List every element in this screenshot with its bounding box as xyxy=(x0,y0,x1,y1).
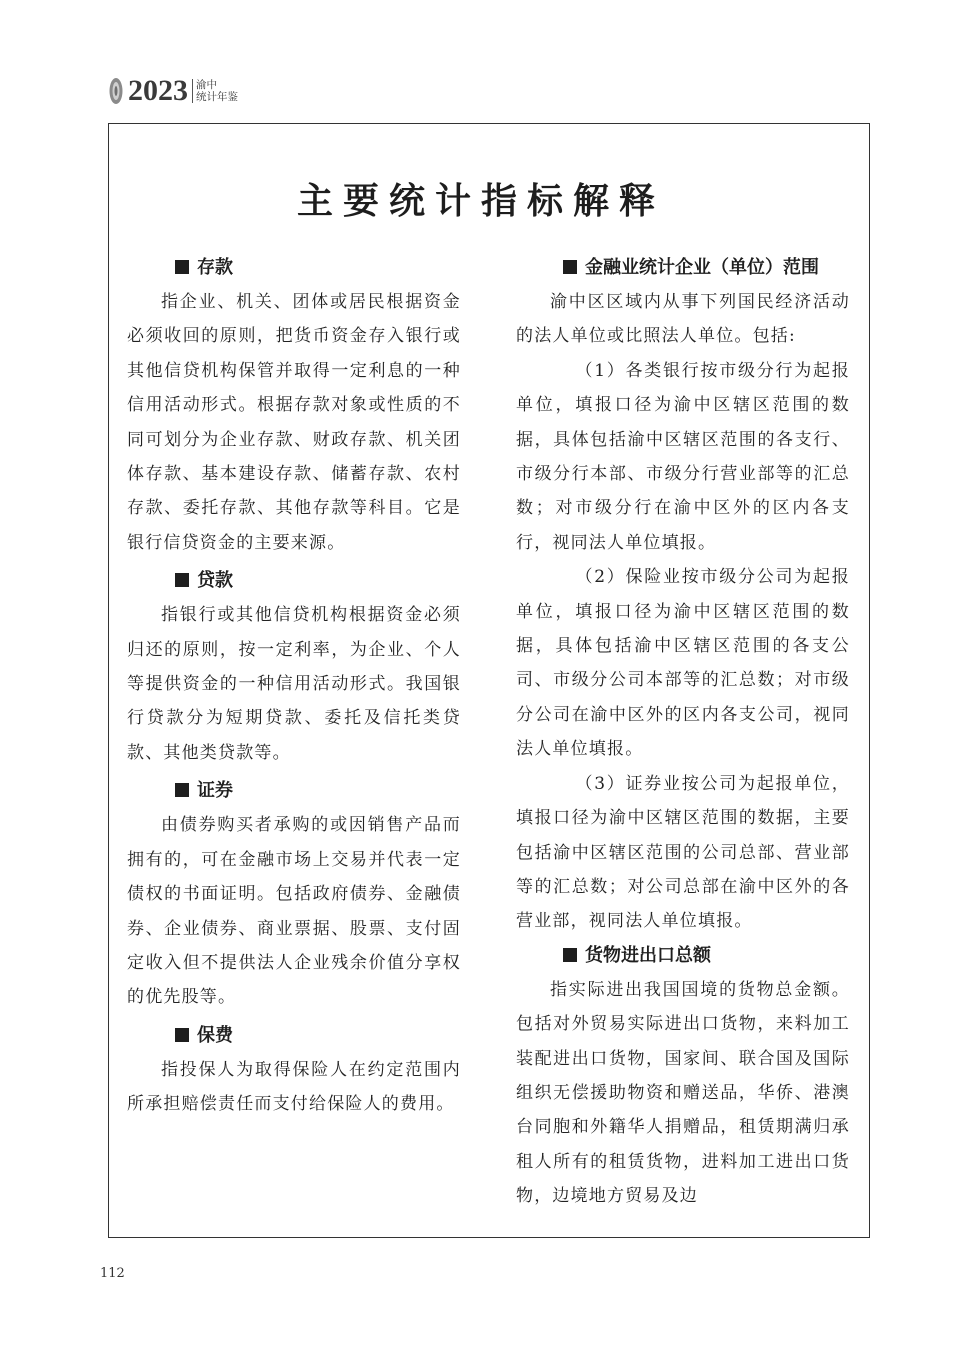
right-column xyxy=(516,251,850,1214)
section-heading-text: 保费 xyxy=(197,1024,233,1046)
section-paragraph: 指投保人为取得保险人在约定范围内所承担赔偿责任而支付给保险人的费用。 xyxy=(127,1059,461,1115)
section-premium xyxy=(127,1019,461,1122)
section-paragraph: 由债券购买者承购的或因销售产品而拥有的，可在金融市场上交易并代表一定债权的书面证明。包括政府债券、金融债券、企业债券、商业票据、股票、支付固定收入但不提供法人企业残余价值分享权的优先股等。 xyxy=(127,815,461,1008)
left-column xyxy=(127,251,461,1122)
square-bullet-icon xyxy=(175,260,189,274)
section-heading xyxy=(127,774,461,808)
section-heading xyxy=(127,251,461,285)
section-heading-text: 货物进出口总额 xyxy=(585,944,711,966)
section-heading xyxy=(516,251,850,285)
section-list-item: （2）保险业按市级分公司为起报单位，填报口径为渝中区辖区范围的数据，具体包括渝中区辖区范围的各支公司、市级分公司本部等的汇总数；对市级分公司在渝中区外的区内各支公司，视同法人单位填报。 xyxy=(516,567,850,760)
header-divider xyxy=(192,79,193,103)
square-bullet-icon xyxy=(175,1028,189,1042)
section-list-item: （3）证券业按公司为起报单位，填报口径为渝中区辖区范围的数据，主要包括渝中区辖区范围的公司总部、营业部等的汇总数；对公司总部在渝中区外的各营业部，视同法人单位填报。 xyxy=(516,773,850,932)
section-paragraph: 指实际进出我国国境的货物总金额。包括对外贸易实际进出口货物，来料加工装配进出口货物，国家间、联合国及国际组织无偿援助物资和赠送品，华侨、港澳台同胞和外籍华人捐赠品，租赁期满归承租人所有的租赁货物，进料加工进出口货物，边境地方贸易及边 xyxy=(516,979,850,1207)
section-paragraph: 指银行或其他信贷机构根据资金必须归还的原则，按一定利率，为企业、个人等提供资金的一种信用活动形式。我国银行贷款分为短期贷款、委托及信托类贷款、其他类贷款等。 xyxy=(127,605,461,763)
section-heading-text: 贷款 xyxy=(197,570,233,592)
section-heading xyxy=(516,939,850,973)
yearbook-subtitle xyxy=(196,79,238,103)
square-bullet-icon xyxy=(175,783,189,797)
section-heading-text: 证券 xyxy=(197,780,233,802)
yearbook-year: 2023 xyxy=(128,74,188,107)
square-bullet-icon xyxy=(563,948,577,962)
section-securities xyxy=(127,774,461,1014)
page-number: 112 xyxy=(100,1266,125,1281)
square-bullet-icon xyxy=(563,260,577,274)
page-title: 主要统计指标解释 xyxy=(296,181,665,222)
section-paragraph: 渝中区区域内从事下列国民经济活动的法人单位或比照法人单位。包括: xyxy=(516,292,850,347)
section-heading xyxy=(127,1019,461,1053)
yearbook-logo-icon xyxy=(108,76,124,106)
section-paragraph: 指企业、机关、团体或居民根据资金必须收回的原则，把货币资金存入银行或其他信贷机构保管并取得一定利息的一种信用活动形式。根据存款对象或性质的不同可划分为企业存款、财政存款、机关团体存款、基本建设存款、储蓄存款、农村存款、委托存款、其他存款等科目。它是银行信贷资金的主要来源。 xyxy=(127,292,461,553)
square-bullet-icon xyxy=(175,573,189,587)
subtitle-line-1: 渝中 xyxy=(196,79,217,91)
section-heading xyxy=(127,564,461,598)
section-deposit xyxy=(127,251,461,560)
section-heading-text: 金融业统计企业（单位）范围 xyxy=(585,257,819,278)
subtitle-line-2: 统计年鉴 xyxy=(196,91,238,103)
section-list-item: （1）各类银行按市级分行为起报单位，填报口径为渝中区辖区范围的数据，具体包括渝中区辖区范围的各支行、市级分行本部、市级分行营业部等的汇总数；对市级分行在渝中区外的区内各支行，视同法人单位填报。 xyxy=(516,360,850,553)
section-finance-scope xyxy=(516,251,850,939)
section-loan xyxy=(127,564,461,770)
section-heading-text: 存款 xyxy=(197,257,233,278)
yearbook-header xyxy=(108,74,238,108)
section-import-export xyxy=(516,939,850,1214)
